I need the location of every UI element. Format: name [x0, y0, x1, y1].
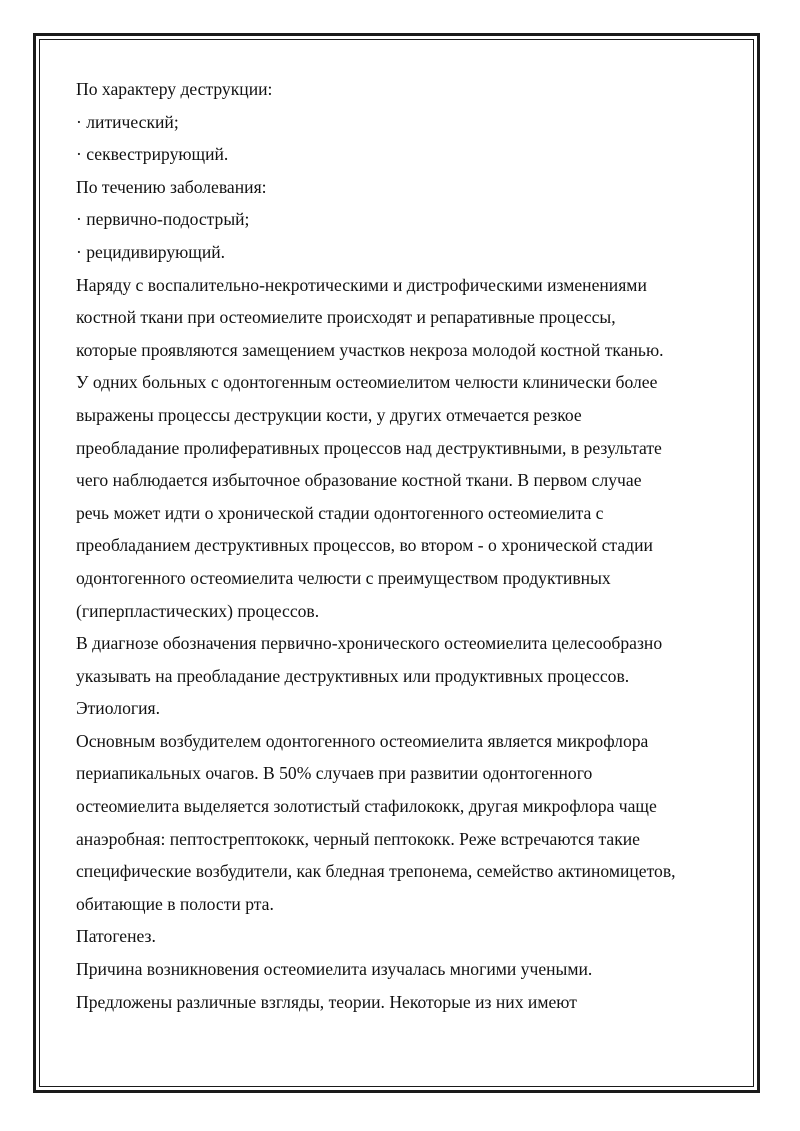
- text-line: преобладание пролиферативных процессов над деструктивными, в результате: [76, 437, 662, 458]
- text-line: обитающие в полости рта.: [76, 893, 274, 914]
- text-line: В диагнозе обозначения первично-хронического остеомиелита целесообразно: [76, 633, 663, 654]
- text-line: специфические возбудители, как бледная трепонема, семейство актиномицетов,: [76, 861, 676, 882]
- text-line: речь может идти о хронической стадии одонтогенного остеомиелита с: [76, 502, 604, 523]
- text-line: · литический;: [76, 111, 179, 132]
- text-line: чего наблюдается избыточное образование костной ткани. В первом случае: [76, 470, 642, 491]
- document-text: [76, 73, 736, 1018]
- text-line: выражены процессы деструкции кости, у других отмечается резкое: [76, 404, 582, 425]
- text-line: остеомиелита выделяется золотистый стафилококк, другая микрофлора чаще: [76, 796, 657, 817]
- text-line: периапикальных очагов. В 50% случаев при развитии одонтогенного: [76, 763, 593, 784]
- text-line: (гиперпластических) процессов.: [76, 600, 320, 621]
- text-line: указывать на преобладание деструктивных или продуктивных процессов.: [76, 665, 630, 686]
- text-line: · рецидивирующий.: [76, 241, 226, 262]
- text-line: Наряду с воспалительно-некротическими и дистрофическими изменениями: [76, 274, 647, 295]
- text-line: костной ткани при остеомиелите происходят и репаративные процессы,: [76, 307, 616, 328]
- text-line: · первично-подострый;: [76, 209, 250, 230]
- text-line: · секвестрирующий.: [76, 144, 229, 165]
- text-line: Основным возбудителем одонтогенного остеомиелита является микрофлора: [76, 730, 649, 751]
- text-line: По течению заболевания:: [76, 176, 267, 197]
- section-heading: Патогенез.: [76, 926, 156, 947]
- text-line: Предложены различные взгляды, теории. Некоторые из них имеют: [76, 991, 577, 1012]
- text-line: которые проявляются замещением участков некроза молодой костной тканью.: [76, 339, 664, 360]
- text-line: Причина возникновения остеомиелита изучалась многими учеными.: [76, 959, 593, 980]
- text-line: преобладанием деструктивных процессов, во втором - о хронической стадии: [76, 535, 653, 556]
- section-heading: Этиология.: [76, 698, 160, 719]
- text-line: По характеру деструкции:: [76, 79, 273, 99]
- text-line: анаэробная: пептострептококк, черный пептококк. Реже встречаются такие: [76, 828, 640, 849]
- text-line: одонтогенного остеомиелита челюсти с преимуществом продуктивных: [76, 567, 611, 588]
- text-line: У одних больных с одонтогенным остеомиелитом челюсти клинически более: [76, 372, 658, 393]
